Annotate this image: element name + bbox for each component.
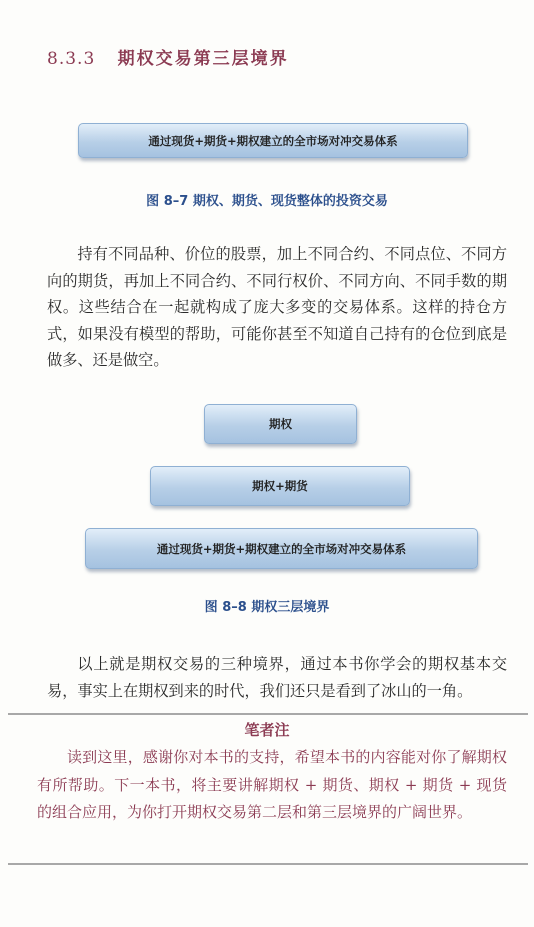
body-paragraph-1: 持有不同品种、价位的股票，加上不同合约、不同点位、不同方向的期货，再加上不同合约、不同行权价、不同方向、不同手数的期权。这些结合在一起就构成了庞大多变的交易体系。这样的持仓方式，如果没有模型的帮助，可能你甚至不知道自己持有的仓位到底是做多、还是做空。 — [47, 245, 507, 369]
section-heading — [47, 44, 289, 69]
pyramid-level-3: 通过现货+期货+期权建立的全市场对冲交易体系 — [85, 528, 478, 569]
figure-8-8-caption: 图 8–8 期权三层境界 — [204, 600, 330, 615]
note-bottom-rule — [8, 863, 528, 865]
author-note-title: 笔者注 — [244, 721, 290, 739]
section-title: 期权交易第三层境界 — [117, 49, 289, 69]
body-paragraph-2: 以上就是期权交易的三种境界，通过本书你学会的期权基本交易，事实上在期权到来的时代，我们还只是看到了冰山的一角。 — [47, 655, 507, 700]
author-note-body: 读到这里，感谢你对本书的支持，希望本书的内容能对你了解期权有所帮助。下一本书，将主要讲解期权 + 期货、期权 + 期货 + 现货的组合应用，为你打开期权交易第二层和第三层境界的广阔世界。 — [37, 748, 507, 821]
figure-8-7-caption: 图 8–7 期权、期货、现货整体的投资交易 — [146, 194, 388, 209]
pyramid-level-2: 期权+期货 — [150, 466, 410, 506]
pyramid-level-1: 期权 — [204, 404, 357, 444]
figure-8-7-bar: 通过现货+期货+期权建立的全市场对冲交易体系 — [78, 123, 468, 158]
section-number: 8.3.3 — [47, 49, 96, 69]
note-top-rule — [8, 713, 528, 715]
